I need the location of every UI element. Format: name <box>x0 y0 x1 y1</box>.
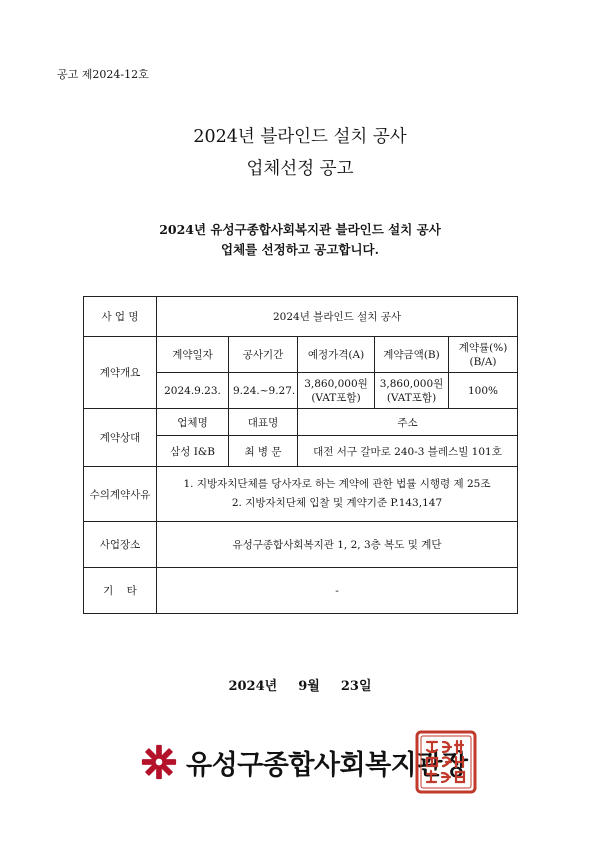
cross-logo-icon <box>140 743 178 781</box>
contract-overview-label: 계약개요 <box>84 337 157 409</box>
row-contract-headers <box>84 337 518 373</box>
counterparty-label: 계약상대 <box>84 409 157 467</box>
header-contract-rate: 계약률(%) (B/A) <box>449 337 518 373</box>
official-seal-icon <box>415 730 477 794</box>
page-subtitle: 업체선정 공고 <box>246 159 354 179</box>
header-construction-period: 공사기간 <box>229 337 298 373</box>
value-address: 대전 서구 갈마로 240-3 블레스빌 101호 <box>298 436 518 467</box>
location-label: 사업장소 <box>84 522 157 568</box>
row-reason <box>84 467 518 522</box>
contract-info-table <box>83 296 518 614</box>
value-estimated-price: 3,860,000원 (VAT포함) <box>298 373 375 409</box>
intro-line-1: 2024년 유성구종합사회복지관 블라인드 설치 공사 <box>159 222 441 237</box>
row-etc <box>84 568 518 614</box>
reason-value <box>157 467 518 522</box>
row-counterparty-headers <box>84 409 518 436</box>
reason-line-2: 2. 지방자치단체 입찰 및 계약기준 P.143,147 <box>231 497 443 509</box>
value-contract-date: 2024.9.23. <box>157 373 229 409</box>
value-contract-rate: 100% <box>449 373 518 409</box>
header-contract-amount: 계약금액(B) <box>375 337 449 373</box>
project-label: 사 업 명 <box>84 297 157 337</box>
project-name: 2024년 블라인드 설치 공사 <box>157 297 518 337</box>
header-representative: 대표명 <box>229 409 298 436</box>
header-company-name: 업체명 <box>157 409 229 436</box>
notice-date: 2024년 9월 23일 <box>228 679 372 694</box>
value-company-name: 삼성 I&B <box>157 436 229 467</box>
notice-number: 공고 제2024-12호 <box>57 68 149 81</box>
header-address: 주소 <box>298 409 518 436</box>
etc-label: 기 타 <box>84 568 157 614</box>
value-representative: 최 병 문 <box>229 436 298 467</box>
header-estimated-price: 예정가격(A) <box>298 337 375 373</box>
etc-value: - <box>157 568 518 614</box>
value-contract-amount: 3,860,000원 (VAT포함) <box>375 373 449 409</box>
reason-line-1: 1. 지방자치단체를 당사자로 하는 계약에 관한 법률 시행령 제 25조 <box>183 478 491 490</box>
header-contract-date: 계약일자 <box>157 337 229 373</box>
page-title: 2024년 블라인드 설치 공사 <box>193 127 407 147</box>
row-location <box>84 522 518 568</box>
value-construction-period: 9.24.~9.27. <box>229 373 298 409</box>
row-project <box>84 297 518 337</box>
reason-label: 수의계약사유 <box>84 467 157 522</box>
intro-line-2: 업체를 선정하고 공고합니다. <box>221 242 379 257</box>
location-value: 유성구종합사회복지관 1, 2, 3층 복도 및 계단 <box>157 522 518 568</box>
organization-name: 유성구종합사회복지관장 <box>186 749 468 781</box>
